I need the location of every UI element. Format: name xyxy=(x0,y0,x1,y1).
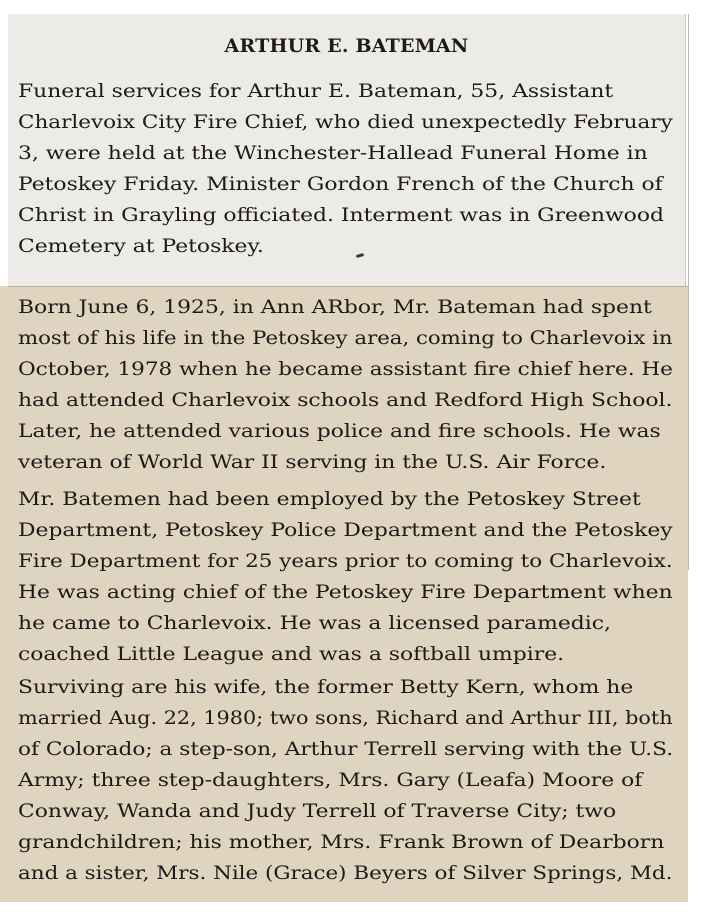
text-line: Cemetery at Petoskey. xyxy=(18,235,264,257)
paragraph-survivors xyxy=(18,672,674,889)
text-line: coached Little League and was a softball umpire. xyxy=(18,643,565,665)
text-line: Surviving are his wife, the former Betty Kern, whom he xyxy=(18,676,634,698)
text-line: had attended Charlevoix schools and Redford High School. xyxy=(18,389,673,411)
text-line: and a sister, Mrs. Nile (Grace) Beyers of Silver Springs, Md. xyxy=(18,862,673,884)
text-line: Funeral services for Arthur E. Bateman, 55, Assistant xyxy=(18,80,614,102)
text-line: Department, Petoskey Police Department and the Petoskey xyxy=(18,519,673,541)
text-line: veteran of World War II serving in the U.S. Air Force. xyxy=(18,451,607,473)
text-line: he came to Charlevoix. He was a licensed paramedic, xyxy=(18,612,611,634)
text-line: Christ in Grayling officiated. Interment was in Greenwood xyxy=(18,204,664,226)
text-line: 3, were held at the Winchester-Hallead Funeral Home in xyxy=(18,142,648,164)
text-line: of Colorado; a step-son, Arthur Terrell serving with the U.S. xyxy=(18,738,674,760)
text-line: He was acting chief of the Petoskey Fire Department when xyxy=(18,581,673,603)
text-line: Born June 6, 1925, in Ann ARbor, Mr. Bateman had spent xyxy=(18,296,652,318)
text-line: Army; three step-daughters, Mrs. Gary (Leafa) Moore of xyxy=(18,769,643,791)
text-line: Charlevoix City Fire Chief, who died unexpectedly February xyxy=(18,111,673,133)
text-line: Mr. Batemen had been employed by the Petoskey Street xyxy=(18,488,641,510)
text-line: October, 1978 when he became assistant fire chief here. He xyxy=(18,358,673,380)
paragraph-biography xyxy=(18,292,673,478)
paragraph-funeral-services xyxy=(18,76,673,262)
text-line: Petoskey Friday. Minister Gordon French of the Church of xyxy=(18,173,663,195)
text-line: Later, he attended various police and fire schools. He was xyxy=(18,420,661,442)
text-line: married Aug. 22, 1980; two sons, Richard and Arthur III, both xyxy=(18,707,673,729)
paragraph-employment xyxy=(18,484,673,670)
text-line: Conway, Wanda and Judy Terrell of Traverse City; two xyxy=(18,800,617,822)
obituary-headline: ARTHUR E. BATEMAN xyxy=(224,35,469,57)
text-line: Fire Department for 25 years prior to coming to Charlevoix. xyxy=(18,550,673,572)
text-line: most of his life in the Petoskey area, coming to Charlevoix in xyxy=(18,327,673,349)
text-line: grandchildren; his mother, Mrs. Frank Brown of Dearborn xyxy=(18,831,665,853)
clipping-seam xyxy=(8,286,688,287)
